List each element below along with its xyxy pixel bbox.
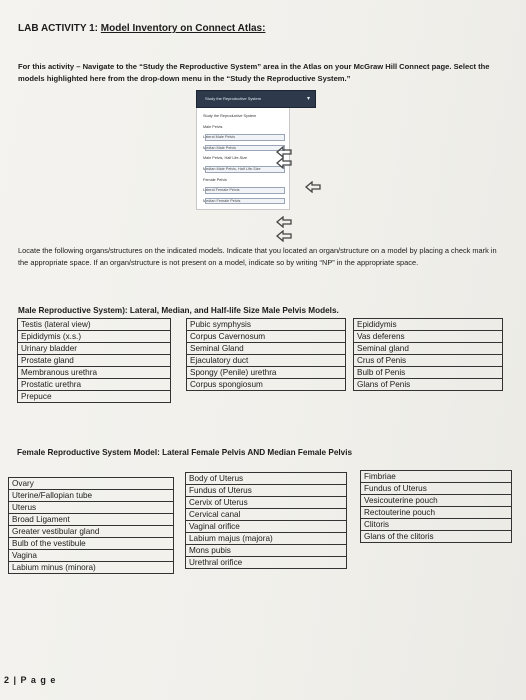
arrow-left-icon [276,157,292,169]
male-structure-cell: Glans of Penis [354,379,503,391]
title-underlined: Model Inventory on Connect Atlas: [100,23,266,34]
female-structure-cell: Vagina [9,550,174,562]
menu-item[interactable]: Male Pelvis [203,124,223,129]
male-section-title: Male Reproductive System): Lateral, Median, and Half-life Size Male Pelvis Models. [18,306,339,315]
dropdown-header[interactable] [196,90,316,108]
male-structure-cell: Prepuce [18,391,171,403]
male-structure-cell: Crus of Penis [354,355,503,367]
arrow-left-icon [276,216,292,228]
female-structure-cell: Uterine/Fallopian tube [9,490,174,502]
female-structure-cell: Fundus of Uterus [361,483,512,495]
male-structure-cell: Urinary bladder [18,343,171,355]
male-structure-cell: Epididymis (x.s.) [18,331,171,343]
male-structure-cell: Membranous urethra [18,367,171,379]
male-structure-cell: Ejaculatory duct [187,355,346,367]
female-structure-cell: Mons pubis [186,545,347,557]
female-structure-cell: Body of Uterus [186,473,347,485]
female-structure-cell: Labium majus (majora) [186,533,347,545]
arrow-left-icon [276,230,292,242]
page-title [18,23,265,34]
locate-instructions: Locate the following organs/structures on the indicated models. Indicate that you located an organ/structure on a model by placing a check mark in the appropriate space. If an organ/structure is not present on a model, indicate so by writing “NP” in the appropriate space. [18,246,497,267]
dropdown-menu-image [196,90,316,210]
male-structure-cell: Prostatic urethra [18,379,171,391]
female-structure-cell: Greater vestibular gland [9,526,174,538]
female-section-title: Female Reproductive System Model: Lateral Female Pelvis AND Median Female Pelvis [17,448,353,457]
intro-instructions: For this activity – Navigate to the “Study the Reproductive System” area in the Atlas on your McGraw Hill Connect page. Select the models highlighted here from the drop-down menu in the “Study the Reproductive System.” [18,62,490,83]
female-structure-cell: Fundus of Uterus [186,485,347,497]
male-structure-cell: Bulb of Penis [354,367,503,379]
female-structure-cell: Vaginal orifice [186,521,347,533]
female-table-col2 [185,472,347,569]
title-prefix: LAB ACTIVITY 1: [18,23,101,34]
male-structure-cell: Seminal gland [354,343,503,355]
male-structure-cell: Corpus Cavernosum [187,331,346,343]
male-table-col1 [17,318,171,403]
dropdown-header-label: Study the Reproductive System [205,96,262,101]
female-structure-cell: Broad Ligament [9,514,174,526]
male-structure-cell: Seminal Gland [187,343,346,355]
male-table-col2 [186,318,346,391]
menu-item-highlighted[interactable]: Median Male Pelvis [197,143,289,154]
female-structure-cell: Ovary [9,478,174,490]
menu-item[interactable]: Study the Reproductive System [203,114,257,118]
menu-item-highlighted[interactable]: Median Male Pelvis, Half Life-Size [197,164,289,175]
male-table-col3 [353,318,503,391]
menu-item[interactable]: Female Pelvis [203,177,227,182]
male-structure-cell: Pubic symphysis [187,319,346,331]
female-structure-cell: Cervix of Uterus [186,497,347,509]
female-structure-cell: Clitoris [361,519,512,531]
female-structure-cell: Urethral orifice [186,557,347,569]
male-structure-cell: Corpus spongiosum [187,379,346,391]
menu-item[interactable]: Male Pelvis, Half Life-Size [203,156,248,161]
female-structure-cell: Fimbriae [361,471,512,483]
menu-item-highlighted[interactable]: Lateral Female Pelvis [197,185,289,196]
male-structure-cell: Epididymis [354,319,503,331]
male-structure-cell: Testis (lateral view) [18,319,171,331]
female-structure-cell: Vesicouterine pouch [361,495,512,507]
female-structure-cell: Glans of the clitoris [361,531,512,543]
arrow-left-icon [305,181,321,193]
menu-item-highlighted[interactable]: Median Female Pelvis [197,196,289,207]
chevron-down-icon: ▾ [306,96,310,102]
female-structure-cell: Labium minus (minora) [9,562,174,574]
male-structure-cell: Spongy (Penile) urethra [187,367,346,379]
female-table-col1 [8,477,174,574]
male-structure-cell: Prostate gland [18,355,171,367]
menu-item-highlighted[interactable]: Lateral Male Pelvis [197,132,289,143]
female-structure-cell: Uterus [9,502,174,514]
male-structure-cell: Vas deferens [354,331,503,343]
page-number: 2 | P a g e [4,675,57,685]
female-structure-cell: Cervical canal [186,509,347,521]
female-structure-cell: Rectouterine pouch [361,507,512,519]
female-table-col3 [360,470,512,543]
female-structure-cell: Bulb of the vestibule [9,538,174,550]
